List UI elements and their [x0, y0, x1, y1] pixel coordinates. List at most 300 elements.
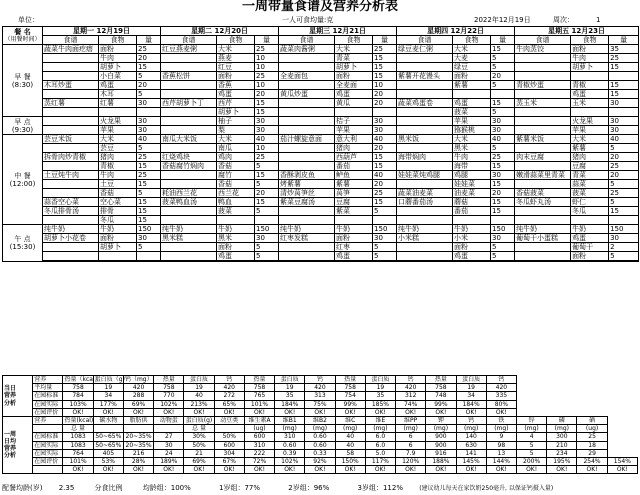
food-amount: 30: [255, 126, 279, 135]
dish-name: [43, 162, 99, 171]
food-amount: 30: [609, 99, 639, 108]
stats-cell: 69%: [184, 458, 214, 466]
food-name: 木耳: [99, 90, 137, 99]
dish-name: [279, 144, 335, 153]
day-header-5: 星期五 12月23日: [515, 27, 639, 36]
food-amount: 30: [491, 117, 515, 126]
dish-name: [43, 252, 99, 261]
food-name: 黄瓜: [335, 99, 373, 108]
stats-cell: 74%: [396, 400, 426, 408]
food-amount: 5: [609, 198, 639, 207]
stats-cell: 58: [335, 449, 365, 457]
food-amount: 10: [255, 81, 279, 90]
food-amount: 30: [373, 117, 397, 126]
dish-name: 紫薯米饭: [515, 135, 571, 144]
dish-name: 西芹胡萝卜丁: [161, 99, 217, 108]
dish-name: 纯牛奶: [515, 225, 571, 234]
stats-row: [3, 458, 638, 466]
stats-cell: 420: [123, 384, 153, 392]
stats-cell: 300: [547, 433, 577, 441]
food-name: [453, 261, 491, 262]
dish-name: [279, 261, 335, 262]
stats-cell: OK!: [275, 408, 305, 416]
dish-name: 蒸玉米: [515, 99, 571, 108]
food-name: 紫薯: [453, 81, 491, 90]
food-amount: 5: [373, 243, 397, 252]
dish-name: [161, 108, 217, 117]
stats-cell: OK!: [456, 408, 486, 416]
stats-cell: 916: [426, 449, 456, 457]
dish-name: 黑米糕: [161, 234, 217, 243]
dish-name: [397, 243, 453, 252]
meal-name-cell: [3, 117, 43, 135]
food-name: 豆腐: [571, 162, 609, 171]
food-name: [99, 108, 137, 117]
food-name: 西葫芦: [335, 153, 373, 162]
stats-cell: 维E: [365, 417, 395, 425]
dish-name: [397, 261, 453, 262]
stats-section-line: 分析: [4, 452, 17, 460]
stats-cell: 蛋白质: [365, 376, 395, 384]
stats-cell: 19: [456, 384, 486, 392]
food-amount: 5: [373, 207, 397, 216]
food-amount: 150: [491, 225, 515, 234]
food-amount: 5: [137, 189, 161, 198]
food-name: 牛肉: [99, 171, 137, 180]
stats-cell: 钙: [486, 376, 516, 384]
food-name: 梨: [217, 126, 255, 135]
food-amount: 40: [491, 135, 515, 144]
food-name: 鸡蛋: [571, 234, 609, 243]
stats-row: [3, 376, 638, 384]
stats-cell: 热量(kcal): [64, 417, 94, 425]
food-amount: 25: [491, 153, 515, 162]
dish-name: 清炒莴笋丝: [279, 189, 335, 198]
dish-name: [279, 126, 335, 135]
stats-cell: 177%: [93, 400, 123, 408]
stats-cell: (mg): [365, 425, 395, 433]
dish-name: [279, 216, 335, 225]
stats-cell: (mg): [547, 425, 577, 433]
food-name: 排骨: [99, 207, 137, 216]
dish-name: [515, 216, 571, 225]
per-person-label: 一人可食均量:克: [282, 16, 334, 24]
stats-section-line: 日均: [4, 438, 17, 446]
dish-name: [515, 126, 571, 135]
dish-name: [161, 216, 217, 225]
stats-cell: 758: [426, 384, 456, 392]
stats-cell: (mg): [486, 425, 516, 433]
food-amount: [609, 216, 639, 225]
dish-name: [43, 117, 99, 126]
dish-name: [43, 54, 99, 63]
stats-cell: 5: [516, 441, 546, 449]
food-name: 燕麦: [217, 54, 255, 63]
food-amount: 15: [373, 63, 397, 72]
food-name: 菠菜: [217, 207, 255, 216]
stats-cell: OK!: [244, 466, 274, 474]
food-name: 面粉: [571, 45, 609, 54]
food-amount: 20: [373, 144, 397, 153]
meal-name: 中 餐: [14, 171, 31, 180]
stats-cell: 69%: [123, 400, 153, 408]
food-name: 面粉: [217, 243, 255, 252]
food-amount: 5: [491, 252, 515, 261]
stats-cell: 405: [93, 449, 123, 457]
food-name: [571, 261, 609, 262]
menu-row: [3, 63, 639, 72]
stats-cell: 254%: [577, 458, 607, 466]
food-amount: 30: [609, 234, 639, 243]
stats-cell: OK!: [154, 408, 184, 416]
dish-name: 纯牛奶: [43, 225, 99, 234]
food-name: 空心菜: [99, 198, 137, 207]
stats-cell: OK!: [456, 466, 486, 474]
stats-cell: OK!: [214, 466, 244, 474]
stats-cell: (mg): [335, 425, 365, 433]
food-name: 牛奶: [335, 225, 373, 234]
stats-cell: 99%: [426, 400, 456, 408]
dish-name: 蔬菜肉酱粥: [279, 45, 335, 54]
dish-name: [279, 63, 335, 72]
stats-cell: 103%: [63, 400, 93, 408]
food-amount: 20: [373, 99, 397, 108]
stats-cell: 99%: [335, 400, 365, 408]
stats-cell: 188%: [426, 458, 456, 466]
dish-name: 海带焖肉: [397, 153, 453, 162]
food-amount: 15: [491, 207, 515, 216]
dish-name: 茄汁螺旋意面: [279, 135, 335, 144]
stats-cell: 热量: [154, 376, 184, 384]
dish-name: [515, 144, 571, 153]
food-name: [571, 108, 609, 117]
dish-name: [161, 54, 217, 63]
stats-cell: 420: [486, 384, 516, 392]
stats-cell: OK!: [396, 408, 426, 416]
food-amount: 40: [137, 135, 161, 144]
stats-cell: 动物蛋: [154, 417, 184, 425]
ratio-label: 分食比例: [94, 484, 123, 492]
food-name: 蒜菜: [571, 180, 609, 189]
dish-name: 蔬菜牛肉面疙瘩: [43, 45, 99, 54]
food-name: 胡萝卜: [99, 63, 137, 72]
dish-name: [279, 243, 335, 252]
meal-header-label: 餐 名: [14, 27, 31, 36]
stats-row: [3, 441, 638, 449]
food-amount: [609, 261, 639, 262]
food-name: 香蕉: [217, 81, 255, 90]
dish-name: 娃娃菜炖鸡腿: [397, 171, 453, 180]
dish-name: 葡萄干小蛋糕: [515, 234, 571, 243]
food-name: 番茄: [453, 207, 491, 216]
stats-cell: 764: [63, 449, 93, 457]
food-name: 青菜: [335, 54, 373, 63]
dish-name: [397, 81, 453, 90]
stats-cell: 30%: [184, 433, 214, 441]
food-amount: 5: [491, 54, 515, 63]
stats-cell: 钙: [396, 376, 426, 384]
food-name: 红豆: [217, 63, 255, 72]
stats-cell: 28%: [123, 458, 153, 466]
food-amount: 5: [491, 81, 515, 90]
food-amount: 15: [373, 153, 397, 162]
food-name: 大米: [335, 45, 373, 54]
dish-name: 菠菜鸭血汤: [161, 198, 217, 207]
stats-cell: 34: [456, 392, 486, 400]
food-amount: 5: [137, 72, 161, 81]
stats-cell: 144%: [486, 458, 516, 466]
stats-section-line: 分析: [4, 399, 17, 407]
food-name: 莴笋: [335, 189, 373, 198]
stats-cell: 4: [516, 433, 546, 441]
food-amount: 5: [609, 252, 639, 261]
food-name: 黑米: [217, 234, 255, 243]
stats-cell: 195%: [547, 458, 577, 466]
food-name: [571, 216, 609, 225]
stats-cell: OK!: [365, 408, 395, 416]
food-amount: 35: [609, 45, 639, 54]
food-name: 柚子: [217, 117, 255, 126]
stats-cell: OK!: [516, 466, 546, 474]
food-name: 鲈鱼: [335, 171, 373, 180]
age-label: 配餐均龄(岁): [2, 484, 43, 492]
stats-cell: 6.0: [365, 441, 395, 449]
dish-name: [161, 180, 217, 189]
dish-name: [43, 126, 99, 135]
food-name: 猪肉: [335, 144, 373, 153]
dish-name: 冬瓜虾丸汤: [515, 198, 571, 207]
dish-name: [279, 153, 335, 162]
col-food-header: 食物: [99, 36, 137, 45]
food-name: 紫薯: [571, 144, 609, 153]
dish-name: [161, 261, 217, 262]
dish-name: [161, 81, 217, 90]
stats-cell: OK!: [426, 466, 456, 474]
dish-name: 肉末豆腐: [515, 153, 571, 162]
unit-label: 单位：: [18, 16, 39, 24]
food-name: 鸡蛋: [453, 252, 491, 261]
week-label: 周次：: [553, 16, 574, 24]
food-amount: 25: [255, 153, 279, 162]
food-amount: 15: [609, 81, 639, 90]
dish-name: 全麦面包: [279, 72, 335, 81]
food-name: 苹果: [335, 126, 373, 135]
food-amount: [491, 261, 515, 262]
food-name: 苹果: [453, 117, 491, 126]
stats-cell: 铁: [486, 417, 516, 425]
stats-cell: 67%: [214, 458, 244, 466]
dish-name: [279, 162, 335, 171]
stats-row: [3, 466, 638, 474]
stats-cell: 53%: [93, 458, 123, 466]
food-amount: 30: [491, 126, 515, 135]
food-amount: [373, 216, 397, 225]
stats-cell: OK!: [275, 466, 305, 474]
day-header-3: 星期三 12月21日: [279, 27, 397, 36]
dish-name: 香蕉松饼: [161, 72, 217, 81]
stats-cell: 65%: [214, 400, 244, 408]
dish-name: [161, 207, 217, 216]
stats-cell: 18: [577, 441, 607, 449]
meal-time: (12:00): [9, 179, 36, 188]
food-name: 海带: [453, 162, 491, 171]
stats-cell: 24: [154, 449, 184, 457]
food-amount: 30: [373, 234, 397, 243]
meal-time: (9:30): [11, 125, 34, 134]
menu-row: [3, 207, 639, 216]
group3-ratio: 3岁组：112%: [357, 484, 403, 492]
dish-name: 冬瓜排骨汤: [43, 207, 99, 216]
stats-cell: 420: [214, 384, 244, 392]
dish-name: [397, 207, 453, 216]
stats-cell: 117%: [365, 458, 395, 466]
food-amount: 40: [255, 135, 279, 144]
food-amount: 20: [137, 54, 161, 63]
food-amount: 15: [137, 207, 161, 216]
food-amount: 15: [255, 198, 279, 207]
dish-name: [515, 162, 571, 171]
food-amount: [373, 108, 397, 117]
stats-cell: 总 量: [63, 425, 93, 433]
food-name: 苹果: [571, 126, 609, 135]
food-name: 黑米: [453, 144, 491, 153]
col-amount-header: 量: [609, 36, 639, 45]
dish-name: [161, 63, 217, 72]
dish-name: 土豆炖牛肉: [43, 171, 99, 180]
dish-name: [279, 117, 335, 126]
food-amount: 15: [491, 162, 515, 171]
stats-section-line: 一周: [4, 430, 17, 438]
stats-cell: 770: [154, 392, 184, 400]
stats-cell: 140: [456, 433, 486, 441]
dish-name: [43, 189, 99, 198]
stats-cell: 50%: [214, 433, 244, 441]
food-name: 鸡蛋: [217, 252, 255, 261]
food-amount: 15: [609, 63, 639, 72]
stats-row-label: 在园标准: [33, 433, 63, 441]
food-name: 鸡蛋: [571, 90, 609, 99]
meal-header-sub: （用餐时间）: [4, 35, 41, 43]
food-name: 面粉: [99, 234, 137, 243]
stats-cell: OK!: [365, 466, 395, 474]
food-name: 大米: [217, 45, 255, 54]
food-name: 芸豆: [99, 144, 137, 153]
food-amount: 15: [255, 108, 279, 117]
stats-cell: 765: [244, 392, 274, 400]
food-name: 面粉: [99, 45, 137, 54]
stats-cell: 102%: [275, 458, 305, 466]
day-header-2: 星期二 12月20日: [161, 27, 279, 36]
food-amount: 15: [255, 171, 279, 180]
page-title: 一周带量食谱及营养分析表: [241, 0, 398, 14]
food-name: 菠菜: [453, 108, 491, 117]
col-food-header: 食物: [217, 36, 255, 45]
food-name: 豆腐: [335, 198, 373, 207]
stats-row-label: [33, 466, 63, 474]
menu-row: [3, 126, 639, 135]
food-amount: 15: [373, 198, 397, 207]
food-amount: 25: [255, 72, 279, 81]
col-food-header: 食物: [453, 36, 491, 45]
stats-cell: OK!: [63, 466, 93, 474]
col-amount-header: 量: [373, 36, 397, 45]
dish-name: 耗油西兰花: [161, 189, 217, 198]
stats-cell: 维生素A: [244, 417, 274, 425]
stats-cell: (mg): [516, 425, 546, 433]
stats-cell: OK!: [396, 466, 426, 474]
food-name: [217, 261, 255, 262]
stats-cell: OK!: [305, 466, 335, 474]
food-amount: 30: [255, 117, 279, 126]
food-name: 面粉: [335, 72, 373, 81]
dish-name: 蔬菜鸡蛋卷: [397, 99, 453, 108]
stats-cell: (ug): [244, 425, 274, 433]
stats-cell: 0.33: [305, 449, 335, 457]
stats-cell: 热量: [244, 376, 274, 384]
dish-name: 芸豆米饭: [43, 135, 99, 144]
stats-row: [3, 417, 638, 425]
stats-row-label: 营养: [33, 376, 63, 384]
stats-row-label: 在园评价: [33, 408, 63, 416]
stats-cell: 184%: [275, 400, 305, 408]
food-name: 虾仁: [571, 198, 609, 207]
stats-cell: 222: [244, 449, 274, 457]
date-label: 2022年12月19日: [474, 16, 531, 24]
dish-name: [43, 90, 99, 99]
dish-name: 香菇腐竹焖肉: [161, 162, 217, 171]
stats-cell: 900: [426, 441, 456, 449]
stats-cell: 磷: [547, 417, 577, 425]
dish-name: 青椒炒蛋: [515, 81, 571, 90]
food-name: 大米: [571, 135, 609, 144]
dish-name: 纯牛奶: [279, 225, 335, 234]
stats-cell: 335: [486, 392, 516, 400]
food-amount: 5: [255, 243, 279, 252]
dish-name: [397, 162, 453, 171]
dish-name: [161, 126, 217, 135]
food-amount: 20: [255, 90, 279, 99]
food-name: 香菇: [99, 189, 137, 198]
stats-cell: 310: [275, 433, 305, 441]
meal-name: 午 点: [14, 235, 31, 243]
food-name: 大麦: [453, 54, 491, 63]
stats-cell: 758: [154, 384, 184, 392]
dish-name: [43, 243, 99, 252]
food-amount: 15: [373, 54, 397, 63]
food-name: 胡萝卜: [217, 108, 255, 117]
dish-name: [43, 108, 99, 117]
meal-name: 早 点: [14, 117, 31, 126]
stats-cell: 蛋白质: [275, 376, 305, 384]
food-amount: 30: [137, 117, 161, 126]
food-amount: [609, 72, 639, 81]
stats-cell: 0.60: [275, 441, 305, 449]
group1-ratio: 1岁组：77%: [219, 484, 261, 492]
stats-cell: 784: [63, 392, 93, 400]
food-name: 香菇: [217, 162, 255, 171]
food-name: 牛奶: [571, 225, 609, 234]
food-name: 紫菜: [335, 207, 373, 216]
food-amount: 5: [491, 63, 515, 72]
stats-row: [3, 408, 638, 416]
food-name: 牛奶: [453, 225, 491, 234]
food-name: 油麦菜: [453, 189, 491, 198]
stats-cell: 钙: [214, 376, 244, 384]
stats-cell: 5: [516, 449, 546, 457]
stats-cell: 272: [214, 392, 244, 400]
food-amount: 10: [255, 54, 279, 63]
stats-cell: 758: [63, 384, 93, 392]
